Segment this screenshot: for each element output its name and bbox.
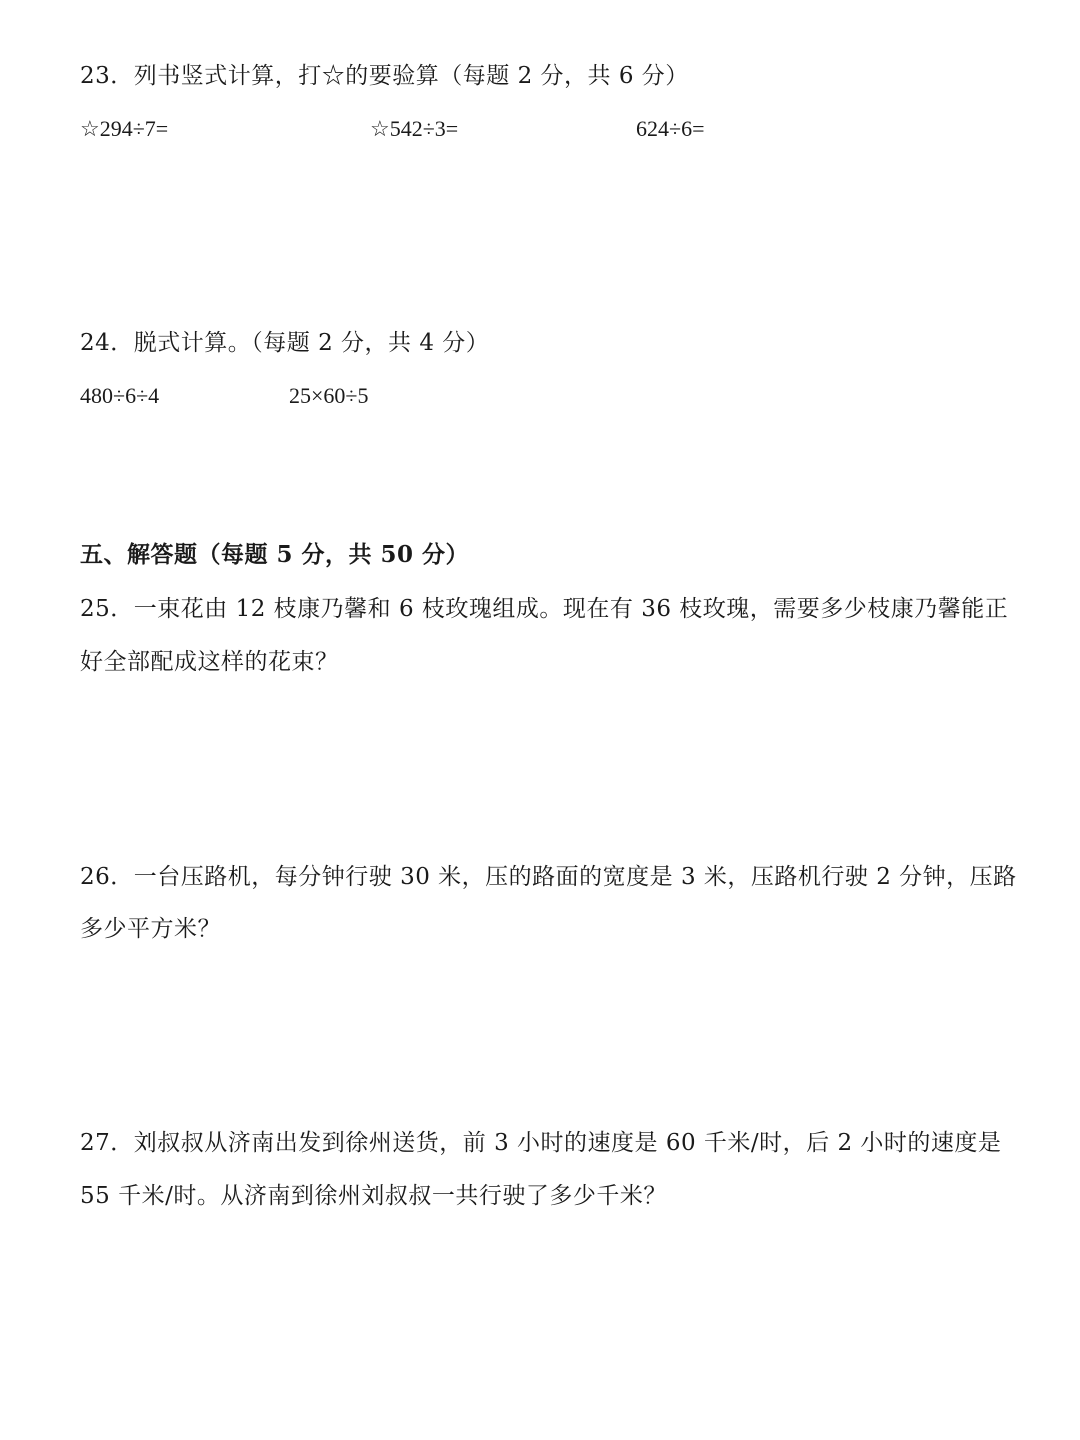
question-24-item-1: 480÷6÷4 [80,383,160,408]
question-23-item-2: ☆542÷3= [370,116,459,141]
question-26-line-2: 多少平方米？ [80,916,221,942]
question-25-line-1: 25．一束花由 12 枝康乃馨和 6 枝玫瑰组成。现在有 36 枝玫瑰，需要多少枝康乃馨能正 [80,596,1009,622]
question-23-item-1: ☆294÷7= [80,116,169,141]
question-27-line-2: 55 千米/时。从济南到徐州刘叔叔一共行驶了多少千米？ [80,1183,667,1209]
question-24-title: 24．脱式计算。（每题 2 分，共 4 分） [80,330,490,356]
question-27-line-1: 27．刘叔叔从济南出发到徐州送货，前 3 小时的速度是 60 千米/时，后 2 小时的速度是 [80,1130,1002,1156]
question-24-item-2: 25×60÷5 [289,383,369,408]
question-26-line-1: 26．一台压路机，每分钟行驶 30 米，压的路面的宽度是 3 米，压路机行驶 2 分钟，压路 [80,864,1017,890]
question-25-line-2: 好全部配成这样的花束？ [80,649,339,675]
question-23-title: 23．列书竖式计算，打☆的要验算（每题 2 分，共 6 分） [80,63,689,89]
section-5-heading: 五、解答题（每题 5 分，共 50 分） [80,541,470,568]
question-23-item-3: 624÷6= [636,116,705,141]
